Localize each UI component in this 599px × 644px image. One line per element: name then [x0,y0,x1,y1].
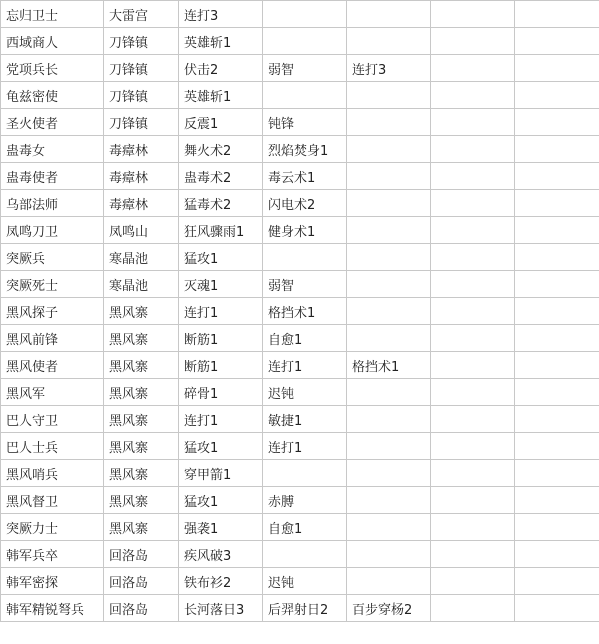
skill-1-cell: 穿甲箭1 [179,460,263,487]
skill-3-cell: 格挡术1 [347,352,431,379]
skill-3-cell [347,460,431,487]
table-row [1,514,599,541]
monster-name-cell: 突厥力士 [1,514,104,541]
skill-3-cell [347,82,431,109]
location-cell: 黑风寨 [104,433,179,460]
skill-3-cell [347,568,431,595]
skill-5-cell [515,406,599,433]
skill-4-cell [431,514,515,541]
skill-4-cell [431,28,515,55]
table-row [1,406,599,433]
skill-3-cell [347,217,431,244]
skill-3-cell [347,271,431,298]
location-cell: 凤鸣山 [104,217,179,244]
monster-name-cell: 凤鸣刀卫 [1,217,104,244]
monster-name-cell: 黑风探子 [1,298,104,325]
skill-2-cell: 健身术1 [263,217,347,244]
skill-4-cell [431,136,515,163]
skill-3-cell [347,325,431,352]
location-cell: 毒瘴林 [104,136,179,163]
skill-1-cell: 猛毒术2 [179,190,263,217]
skill-3-cell [347,433,431,460]
skill-5-cell [515,379,599,406]
skill-2-cell: 烈焰焚身1 [263,136,347,163]
monster-name-cell: 突厥兵 [1,244,104,271]
skill-3-cell [347,28,431,55]
location-cell: 黑风寨 [104,298,179,325]
monster-name-cell: 乌部法师 [1,190,104,217]
skill-4-cell [431,190,515,217]
location-cell: 回洛岛 [104,568,179,595]
skill-5-cell [515,541,599,568]
skill-2-cell: 自愈1 [263,514,347,541]
skill-4-cell [431,433,515,460]
skill-4-cell [431,379,515,406]
table-row [1,298,599,325]
skill-5-cell [515,487,599,514]
skill-5-cell [515,82,599,109]
skill-5-cell [515,352,599,379]
monster-name-cell: 韩军兵卒 [1,541,104,568]
monster-name-cell: 黑风前锋 [1,325,104,352]
skill-4-cell [431,352,515,379]
skill-1-cell: 猛攻1 [179,433,263,460]
skill-1-cell: 铁布衫2 [179,568,263,595]
skill-4-cell [431,271,515,298]
location-cell: 刀锋镇 [104,109,179,136]
skill-4-cell [431,460,515,487]
skill-2-cell: 毒云术1 [263,163,347,190]
skill-2-cell: 连打1 [263,433,347,460]
location-cell: 大雷宫 [104,1,179,28]
skill-4-cell [431,217,515,244]
skill-5-cell [515,271,599,298]
skill-5-cell [515,163,599,190]
skill-1-cell: 反震1 [179,109,263,136]
skill-5-cell [515,595,599,622]
monster-name-cell: 黑风军 [1,379,104,406]
table-row [1,595,599,622]
location-cell: 黑风寨 [104,460,179,487]
skill-4-cell [431,541,515,568]
location-cell: 黑风寨 [104,352,179,379]
table-row [1,325,599,352]
location-cell: 回洛岛 [104,595,179,622]
monster-name-cell: 黑风哨兵 [1,460,104,487]
skill-4-cell [431,55,515,82]
skill-3-cell [347,163,431,190]
location-cell: 刀锋镇 [104,82,179,109]
skill-5-cell [515,514,599,541]
skill-1-cell: 猛攻1 [179,244,263,271]
monster-name-cell: 蛊毒女 [1,136,104,163]
skill-1-cell: 英雄斩1 [179,82,263,109]
skill-2-cell: 赤膊 [263,487,347,514]
skill-3-cell [347,379,431,406]
skill-2-cell: 弱智 [263,55,347,82]
skill-2-cell [263,28,347,55]
skill-2-cell [263,244,347,271]
skill-3-cell: 百步穿杨2 [347,595,431,622]
skill-1-cell: 断筋1 [179,325,263,352]
monster-name-cell: 西域商人 [1,28,104,55]
skill-2-cell: 格挡术1 [263,298,347,325]
skill-5-cell [515,55,599,82]
table-row [1,163,599,190]
table-row [1,568,599,595]
monster-name-cell: 巴人士兵 [1,433,104,460]
skill-3-cell [347,244,431,271]
table-row [1,136,599,163]
skill-2-cell [263,541,347,568]
skill-1-cell: 强袭1 [179,514,263,541]
monster-name-cell: 蛊毒使者 [1,163,104,190]
table-row [1,190,599,217]
skill-1-cell: 长河落日3 [179,595,263,622]
skill-5-cell [515,244,599,271]
skill-2-cell [263,1,347,28]
skill-5-cell [515,460,599,487]
monster-name-cell: 黑风使者 [1,352,104,379]
skill-4-cell [431,244,515,271]
table-row [1,1,599,28]
location-cell: 黑风寨 [104,379,179,406]
skill-2-cell: 后羿射日2 [263,595,347,622]
skill-1-cell: 伏击2 [179,55,263,82]
skill-5-cell [515,190,599,217]
skill-1-cell: 灭魂1 [179,271,263,298]
location-cell: 毒瘴林 [104,163,179,190]
skill-4-cell [431,82,515,109]
skill-2-cell [263,460,347,487]
table-row [1,487,599,514]
location-cell: 回洛岛 [104,541,179,568]
table-row [1,244,599,271]
monster-name-cell: 龟兹密使 [1,82,104,109]
table-row [1,433,599,460]
monster-name-cell: 韩军精锐弩兵 [1,595,104,622]
skill-2-cell: 敏捷1 [263,406,347,433]
skill-5-cell [515,28,599,55]
skill-5-cell [515,1,599,28]
monster-name-cell: 黑风督卫 [1,487,104,514]
skill-2-cell: 闪电术2 [263,190,347,217]
skill-1-cell: 连打1 [179,298,263,325]
skill-5-cell [515,568,599,595]
skill-3-cell [347,406,431,433]
location-cell: 黑风寨 [104,406,179,433]
table-row [1,271,599,298]
location-cell: 毒瘴林 [104,190,179,217]
skill-1-cell: 连打3 [179,1,263,28]
skill-3-cell [347,136,431,163]
skill-4-cell [431,1,515,28]
skill-4-cell [431,568,515,595]
table-row [1,541,599,568]
skill-1-cell: 英雄斩1 [179,28,263,55]
skill-1-cell: 断筋1 [179,352,263,379]
skill-3-cell [347,298,431,325]
skill-4-cell [431,595,515,622]
skill-3-cell [347,190,431,217]
monster-name-cell: 忘归卫士 [1,1,104,28]
skill-1-cell: 碎骨1 [179,379,263,406]
skill-3-cell [347,1,431,28]
skill-5-cell [515,136,599,163]
skill-4-cell [431,406,515,433]
skill-4-cell [431,487,515,514]
monster-name-cell: 圣火使者 [1,109,104,136]
skill-5-cell [515,217,599,244]
skill-3-cell [347,487,431,514]
location-cell: 刀锋镇 [104,55,179,82]
location-cell: 寒晶池 [104,244,179,271]
skill-1-cell: 舞火术2 [179,136,263,163]
monster-name-cell: 韩军密探 [1,568,104,595]
skill-3-cell [347,109,431,136]
skill-1-cell: 疾风破3 [179,541,263,568]
skill-2-cell: 自愈1 [263,325,347,352]
table-row [1,352,599,379]
skill-1-cell: 连打1 [179,406,263,433]
skill-4-cell [431,163,515,190]
location-cell: 黑风寨 [104,325,179,352]
table-body [1,1,599,622]
table-row [1,379,599,406]
monster-name-cell: 党项兵长 [1,55,104,82]
location-cell: 黑风寨 [104,514,179,541]
skill-2-cell: 钝锋 [263,109,347,136]
skill-1-cell: 狂风骤雨1 [179,217,263,244]
skill-3-cell [347,514,431,541]
skill-5-cell [515,433,599,460]
skill-5-cell [515,298,599,325]
skill-1-cell: 蛊毒术2 [179,163,263,190]
table-row [1,55,599,82]
skill-1-cell: 猛攻1 [179,487,263,514]
skill-3-cell: 连打3 [347,55,431,82]
table-row [1,109,599,136]
skill-3-cell [347,541,431,568]
skill-2-cell: 连打1 [263,352,347,379]
skill-5-cell [515,325,599,352]
location-cell: 刀锋镇 [104,28,179,55]
skill-4-cell [431,298,515,325]
table-row [1,217,599,244]
skill-2-cell: 弱智 [263,271,347,298]
skill-4-cell [431,325,515,352]
skill-2-cell [263,82,347,109]
skill-5-cell [515,109,599,136]
location-cell: 黑风寨 [104,487,179,514]
table-row [1,460,599,487]
location-cell: 寒晶池 [104,271,179,298]
table-row [1,82,599,109]
monster-name-cell: 巴人守卫 [1,406,104,433]
skill-4-cell [431,109,515,136]
table-row [1,28,599,55]
skill-2-cell: 迟钝 [263,379,347,406]
skill-2-cell: 迟钝 [263,568,347,595]
monster-name-cell: 突厥死士 [1,271,104,298]
